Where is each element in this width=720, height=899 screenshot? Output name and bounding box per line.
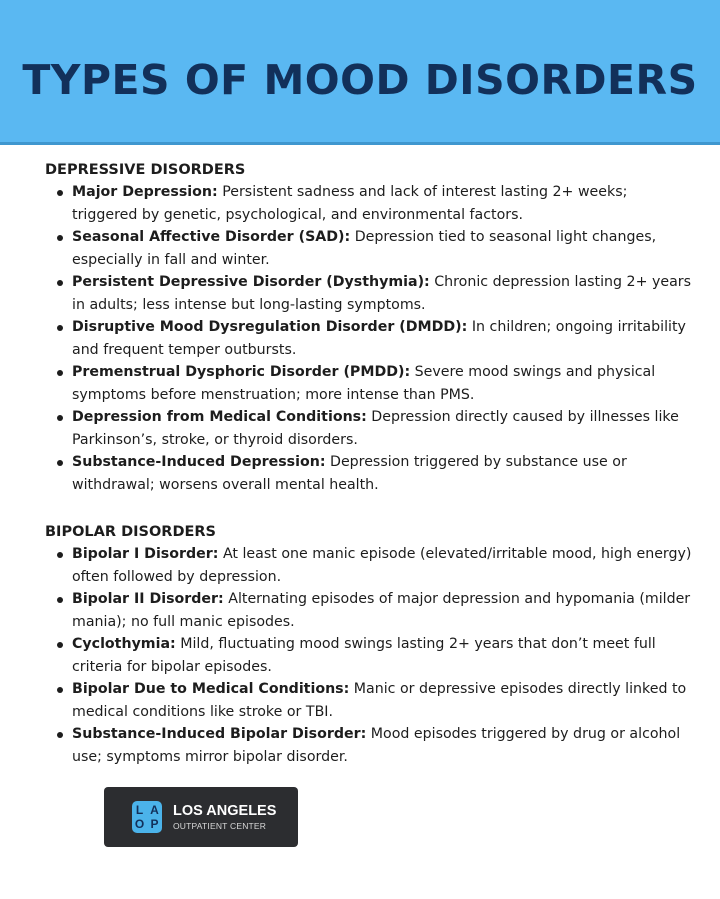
bullet-icon [57, 552, 63, 558]
list-item [45, 181, 695, 226]
logo-badge [104, 787, 298, 847]
disorder-term: Disruptive Mood Dysregulation Disorder (DMDD): [72, 319, 468, 335]
disorder-term: Bipolar I Disorder: [72, 546, 219, 562]
disorder-term: Seasonal Affective Disorder (SAD): [72, 229, 351, 245]
disorder-description: Severe mood swings and physical symptoms before menstruation; more intense than PMS. [72, 364, 656, 403]
disorder-description: Depression tied to seasonal light changes, especially in fall and winter. [72, 229, 657, 268]
disorder-term: Substance-Induced Bipolar Disorder: [72, 726, 367, 742]
list-item [45, 361, 695, 406]
list-item [45, 723, 695, 768]
disorder-term: Depression from Medical Conditions: [72, 409, 367, 425]
list-item [45, 451, 695, 496]
list-item [45, 271, 695, 316]
disorder-list [45, 181, 695, 496]
disorder-term: Premenstrual Dysphoric Disorder (PMDD): [72, 364, 411, 380]
bullet-icon [57, 642, 63, 648]
disorder-description: Chronic depression lasting 2+ years in adults; less intense but long-lasting symptoms. [72, 274, 692, 313]
list-item [45, 226, 695, 271]
bullet-icon [57, 280, 63, 286]
bullet-icon [57, 460, 63, 466]
list-item [45, 588, 695, 633]
disorder-description: Depression triggered by substance use or withdrawal; worsens overall mental health. [72, 454, 627, 493]
disorder-term: Major Depression: [72, 184, 218, 200]
disorder-description: In children; ongoing irritability and frequent temper outbursts. [72, 319, 686, 358]
disorder-description: Mood episodes triggered by drug or alcohol use; symptoms mirror bipolar disorder. [72, 726, 681, 765]
bullet-icon [57, 235, 63, 241]
logo-subtitle: OUTPATIENT CENTER [173, 821, 267, 831]
section-heading: BIPOLAR DISORDERS [45, 524, 216, 540]
disorder-description: Manic or depressive episodes directly linked to medical conditions like stroke or TBI. [72, 681, 687, 720]
content-area [45, 159, 695, 768]
bullet-icon [57, 415, 63, 421]
disorder-description: Persistent sadness and lack of interest lasting 2+ weeks; triggered by genetic, psychological, and environmental factors. [72, 184, 628, 223]
logo-mark-letter: O [134, 817, 145, 831]
disorder-description: Depression directly caused by illnesses like Parkinson’s, stroke, or thyroid disorders. [72, 409, 679, 448]
disorder-term: Bipolar II Disorder: [72, 591, 224, 607]
disorder-description: At least one manic episode (elevated/irritable mood, high energy) often followed by depression. [72, 546, 692, 585]
disorder-term: Cyclothymia: [72, 636, 176, 652]
bullet-icon [57, 597, 63, 603]
bullet-icon [57, 370, 63, 376]
page-title: TYPES OF MOOD DISORDERS [22, 56, 698, 104]
bullet-icon [57, 190, 63, 196]
logo-name: LOS ANGELES [173, 803, 277, 819]
bullet-icon [57, 687, 63, 693]
list-item [45, 633, 695, 678]
disorder-list [45, 543, 695, 768]
bullet-icon [57, 325, 63, 331]
disorder-term: Substance-Induced Depression: [72, 454, 326, 470]
disorder-description: Alternating episodes of major depression and hypomania (milder mania); no full manic episodes. [72, 591, 691, 630]
list-item [45, 678, 695, 723]
disorder-term: Bipolar Due to Medical Conditions: [72, 681, 350, 697]
section-heading: DEPRESSIVE DISORDERS [45, 162, 246, 178]
disorder-description: Mild, fluctuating mood swings lasting 2+ years that don’t meet full criteria for bipolar episodes. [72, 636, 656, 675]
section-bipolar-disorders [45, 521, 695, 768]
logo-mark-icon [132, 801, 162, 833]
bullet-icon [57, 732, 63, 738]
list-item [45, 406, 695, 451]
disorder-term: Persistent Depressive Disorder (Dysthymia): [72, 274, 430, 290]
logo-mark-letter: L [135, 803, 144, 817]
title-banner [0, 0, 720, 145]
list-item [45, 543, 695, 588]
logo-mark-letter: P [150, 817, 159, 831]
list-item [45, 316, 695, 361]
logo-mark-letter: A [150, 803, 159, 817]
section-depressive-disorders [45, 159, 695, 496]
